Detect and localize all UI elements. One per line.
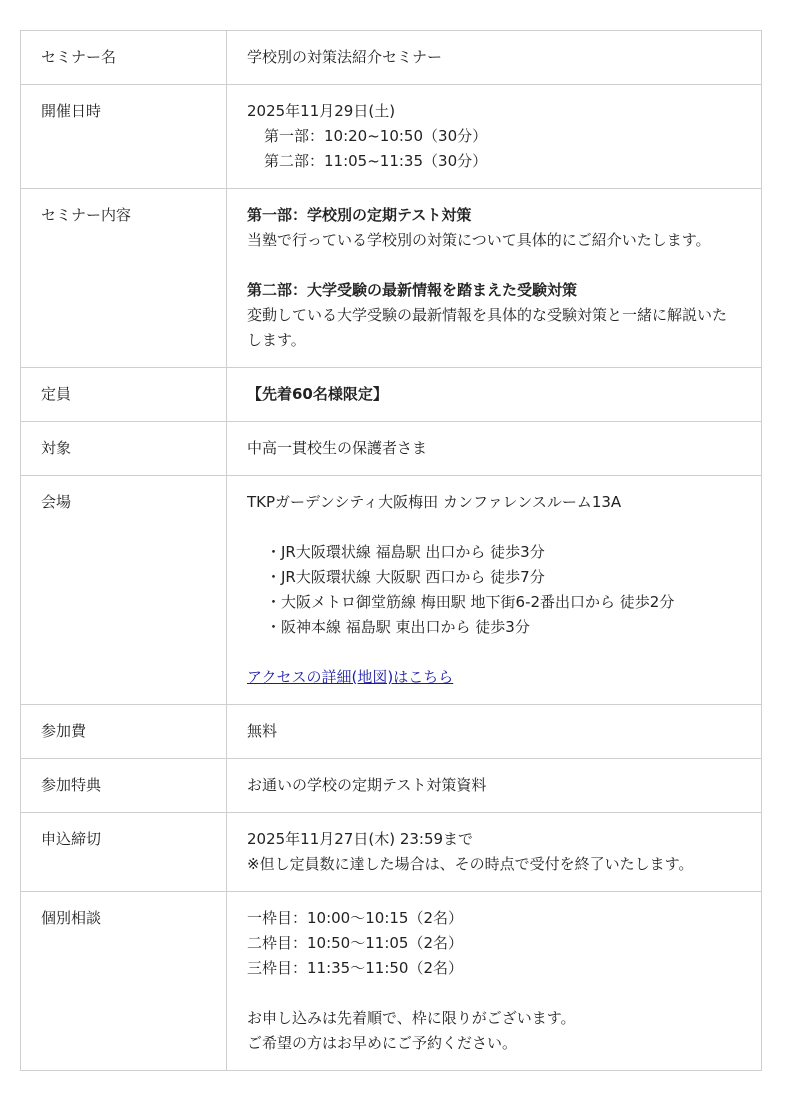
table-row	[21, 422, 762, 476]
part2-description: 変動している大学受験の最新情報を具体的な受験対策と一緒に解説いたします。	[247, 306, 728, 349]
part1-time: 第一部：10:20~10:50（30分）	[264, 127, 488, 145]
part2-title: 第二部：大学受験の最新情報を踏まえた受験対策	[247, 281, 578, 299]
target-value	[227, 422, 762, 476]
part1-title: 第一部：学校別の定期テスト対策	[247, 206, 472, 224]
datetime-value	[227, 85, 762, 189]
spacer	[247, 515, 741, 540]
access-item: ・大阪メトロ御堂筋線 梅田駅 地下街6-2番出口から 徒歩2分	[266, 593, 675, 611]
part1-description: 当塾で行っている学校別の対策について具体的にご紹介いたします。	[247, 231, 711, 249]
fee-value	[227, 705, 762, 759]
seminar-info-table	[20, 30, 762, 1071]
spacer	[247, 981, 741, 1006]
table-row	[21, 368, 762, 422]
access-map-link[interactable]: アクセスの詳細(地図)はこちら	[247, 668, 454, 686]
event-date: 2025年11月29日(土)	[247, 102, 396, 120]
row-label-consultation: 個別相談	[21, 892, 227, 1071]
spacer	[247, 253, 741, 278]
consultation-slot: 二枠目：10:50〜11:05（2名）	[247, 934, 463, 952]
row-label-capacity: 定員	[21, 368, 227, 422]
row-label-fee: 参加費	[21, 705, 227, 759]
access-item: ・阪神本線 福島駅 東出口から 徒歩3分	[266, 618, 530, 636]
row-label-target: 対象	[21, 422, 227, 476]
access-item: ・JR大阪環状線 福島駅 出口から 徒歩3分	[266, 543, 545, 561]
table-row	[21, 892, 762, 1071]
spacer	[247, 640, 741, 665]
deadline-text: 2025年11月27日(木) 23:59まで	[247, 830, 474, 848]
consultation-value	[227, 892, 762, 1071]
consultation-slot: 三枠目：11:35〜11:50（2名）	[247, 959, 463, 977]
row-label-venue: 会場	[21, 476, 227, 705]
deadline-value	[227, 813, 762, 892]
venue-name: TKPガーデンシティ大阪梅田 カンファレンスルーム13A	[247, 493, 622, 511]
fee-text: 無料	[247, 722, 278, 740]
seminar-name-value	[227, 31, 762, 85]
row-label-deadline: 申込締切	[21, 813, 227, 892]
table-row	[21, 759, 762, 813]
benefit-text: お通いの学校の定期テスト対策資料	[247, 776, 487, 794]
consultation-slot: 一枠目：10:00〜10:15（2名）	[247, 909, 463, 927]
capacity-text: 【先着60名様限定】	[247, 385, 388, 403]
benefit-value	[227, 759, 762, 813]
deadline-note: ※但し定員数に達した場合は、その時点で受付を終了いたします。	[247, 855, 694, 873]
table-row	[21, 813, 762, 892]
access-item: ・JR大阪環状線 大阪駅 西口から 徒歩7分	[266, 568, 545, 586]
consultation-note: お申し込みは先着順で、枠に限りがございます。	[247, 1009, 576, 1027]
venue-value	[227, 476, 762, 705]
capacity-value	[227, 368, 762, 422]
target-text: 中高一貫校生の保護者さま	[247, 439, 428, 457]
seminar-name-text: 学校別の対策法紹介セミナー	[247, 48, 443, 66]
table-row	[21, 476, 762, 705]
part2-time: 第二部：11:05~11:35（30分）	[264, 152, 488, 170]
consultation-note: ご希望の方はお早めにご予約ください。	[247, 1034, 518, 1052]
row-label-benefit: 参加特典	[21, 759, 227, 813]
table-row	[21, 705, 762, 759]
row-label-content: セミナー内容	[21, 189, 227, 368]
row-label-datetime: 開催日時	[21, 85, 227, 189]
table-row	[21, 31, 762, 85]
row-label-seminar-name: セミナー名	[21, 31, 227, 85]
content-value	[227, 189, 762, 368]
table-row	[21, 189, 762, 368]
table-row	[21, 85, 762, 189]
